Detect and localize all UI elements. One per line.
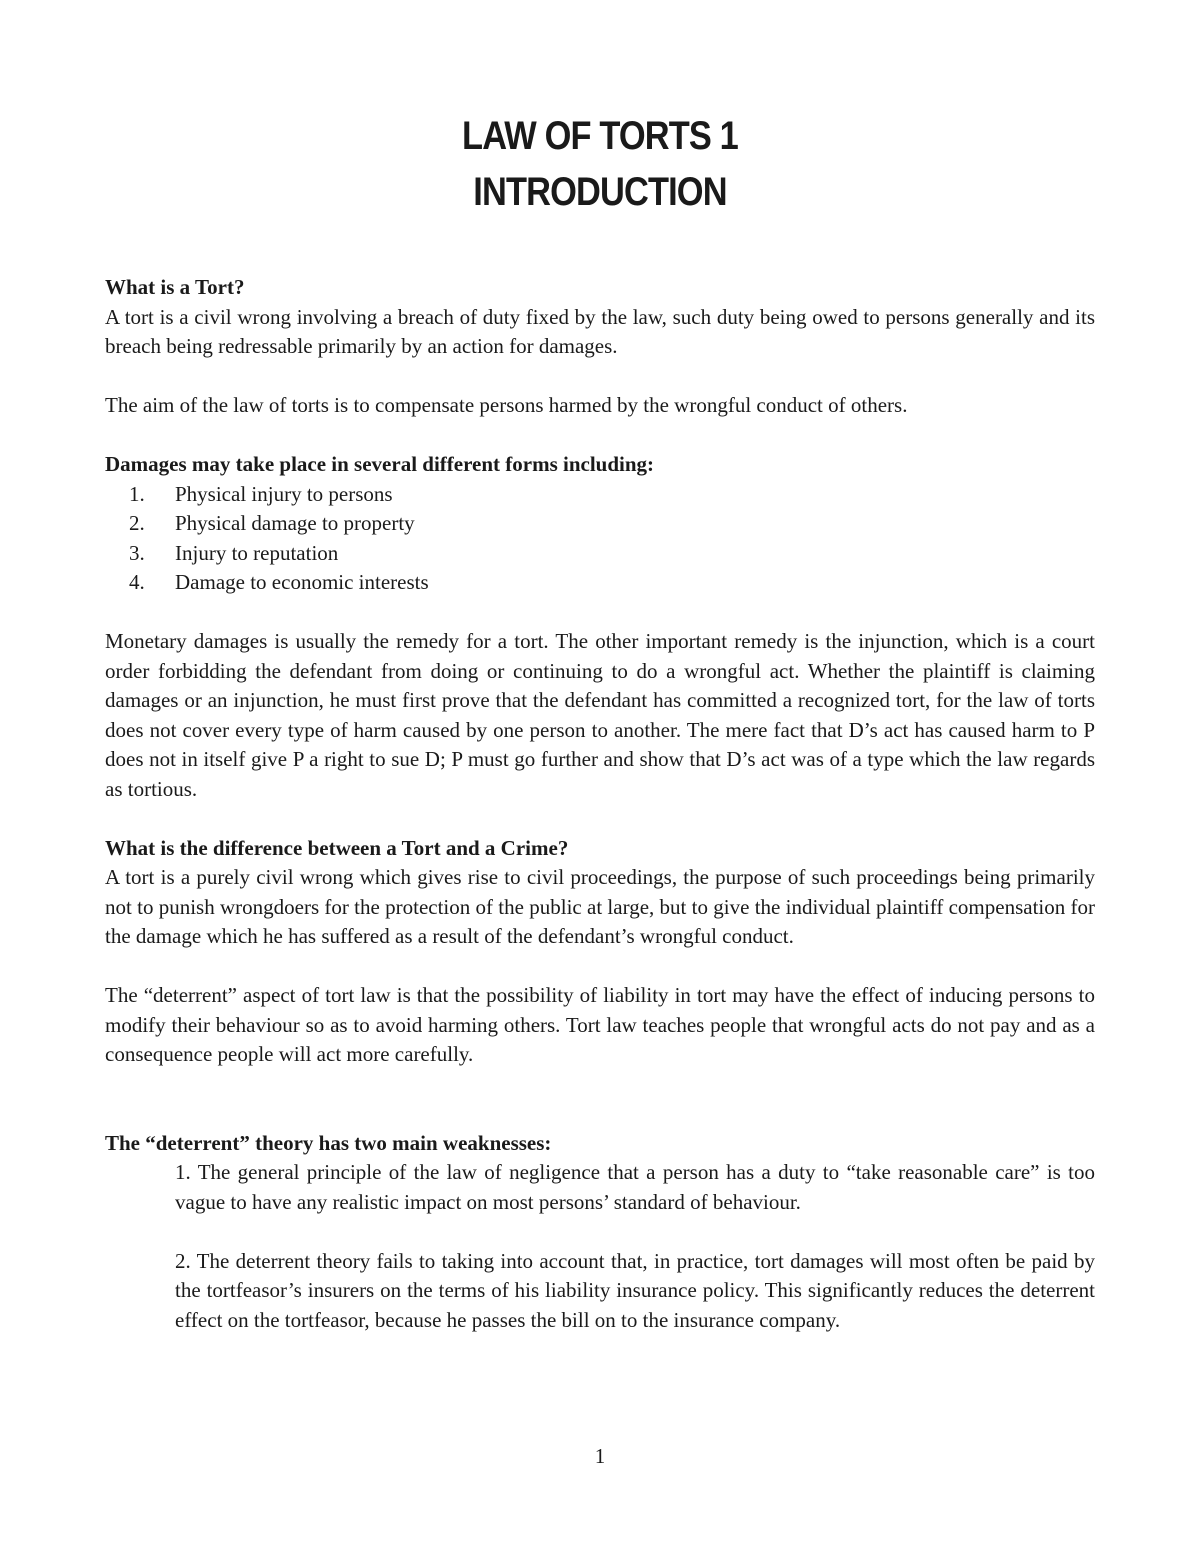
title-line-1: LAW OF TORTS 1 [462, 114, 738, 158]
paragraph-aim-of-law: The aim of the law of torts is to compensate persons harmed by the wrongful conduct of others. [105, 393, 908, 417]
list-item [105, 539, 1095, 569]
list-item-text: Damage to economic interests [175, 570, 429, 594]
list-item-text: Physical damage to property [175, 511, 415, 535]
paragraph-weakness-2: 2. The deterrent theory fails to taking into account that, in practice, tort damages will most often be paid by the tortfeasor’s insurers on the terms of his liability insurance policy. This significantly reduces the deterrent effect on the tortfeasor, because he passes the bill on to the insurance company. [175, 1248, 1095, 1332]
list-item-text: Injury to reputation [175, 540, 339, 565]
list-item-number: 2. [129, 511, 145, 535]
heading-what-is-tort: What is a Tort? [105, 275, 245, 299]
list-item-number: 1. [129, 481, 145, 506]
heading-damages-forms: Damages may take place in several different forms including: [105, 452, 655, 476]
heading-tort-vs-crime: What is the difference between a Tort and a Crime? [105, 835, 569, 860]
paragraph-civil-wrong: A tort is a purely civil wrong which gives rise to civil proceedings, the purpose of such proceedings being primarily not to punish wrongdoers for the protection of the public at large, but to give the individual plaintiff compensation for the damage which he has suffered as a result of the defendant’s wrongful conduct. [105, 865, 1095, 948]
paragraph-remedies: Monetary damages is usually the remedy for a tort. The other important remedy is the injunction, which is a court order forbidding the defendant from doing or continuing to do a wrongful act. Whether the plaintiff is claiming damages or an injunction, he must first prove that the defendant has committed a recognized tort, for the law of torts does not cover every type of harm caused by one person to another. The mere fact that D’s act has caused harm to P does not in itself give P a right to sue D; P must go further and show that D’s act was of a type which the law regards as tortious. [105, 629, 1095, 801]
document-body [105, 273, 1095, 1335]
list-item-number: 3. [129, 540, 145, 565]
document-title [174, 108, 1025, 220]
damages-list [105, 480, 1095, 598]
list-item-text: Physical injury to persons [175, 481, 393, 506]
heading-deterrent-weaknesses: The “deterrent” theory has two main weaknesses: [105, 1130, 552, 1155]
list-item-number: 4. [129, 570, 145, 594]
list-item [105, 568, 1095, 598]
document-page [105, 0, 1095, 1553]
paragraph-weakness-1: 1. The general principle of the law of negligence that a person has a duty to “take reasonable care” is too vague to have any realistic impact on most persons’ standard of behaviour. [175, 1160, 1095, 1214]
list-item [105, 509, 1095, 539]
paragraph-tort-definition: A tort is a civil wrong involving a breach of duty fixed by the law, such duty being owed to persons generally and its breach being redressable primarily by an action for damages. [105, 304, 1095, 358]
list-item [105, 480, 1095, 510]
page-number: 1 [594, 1444, 606, 1468]
title-line-2: INTRODUCTION [473, 170, 727, 214]
paragraph-deterrent-aspect: The “deterrent” aspect of tort law is that the possibility of liability in tort may have the effect of inducing persons to modify their behaviour so as to avoid harming others. Tort law teaches people that wrongful acts do not pay and as a consequence people will act more carefully. [105, 983, 1095, 1066]
